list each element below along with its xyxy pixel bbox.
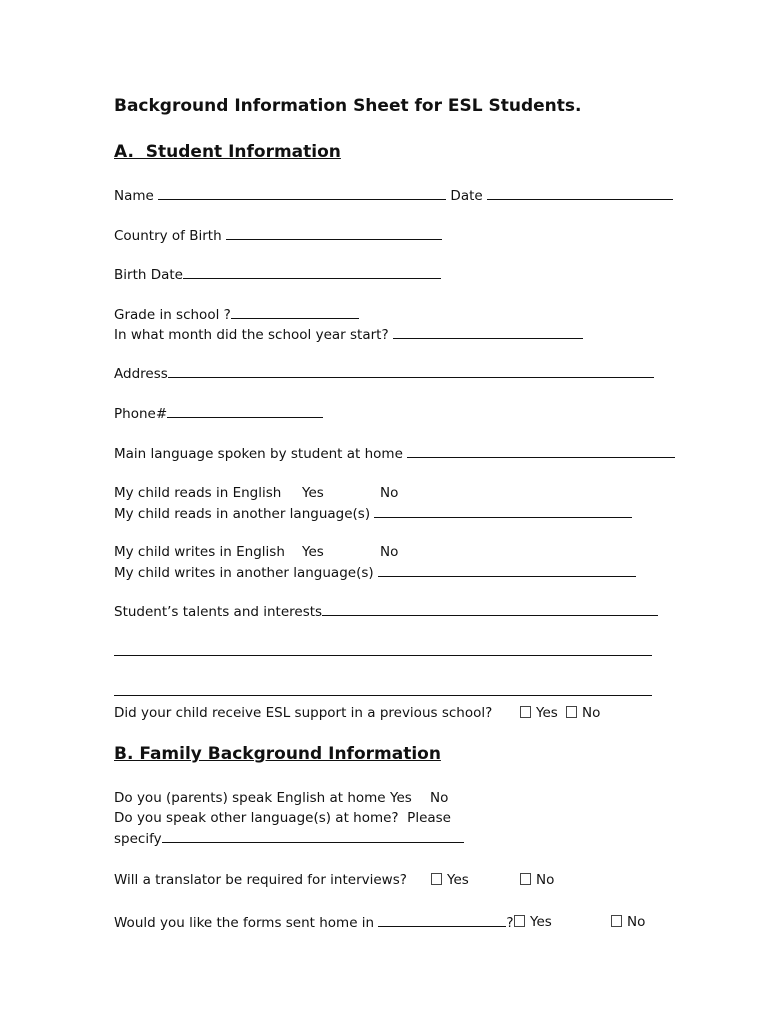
yes-label: Yes	[530, 914, 552, 930]
address-field[interactable]	[168, 364, 654, 378]
translator-yes-option[interactable]	[431, 871, 469, 889]
esl-support-label: Did your child receive ESL support in a previous school?	[114, 705, 493, 721]
talents-extra-line-1[interactable]	[114, 655, 652, 656]
page-title: Background Information Sheet for ESL Students.	[114, 96, 582, 116]
writes-english-yes[interactable]: Yes	[302, 544, 324, 560]
country-field[interactable]	[226, 226, 442, 240]
birthdate-label: Birth Date	[114, 267, 183, 283]
section-b-heading: B. Family Background Information	[114, 744, 441, 764]
translator-no-option[interactable]	[520, 871, 554, 889]
country-row	[114, 226, 442, 245]
writes-other-label: My child writes in another language(s)	[114, 565, 374, 581]
phone-label: Phone#	[114, 406, 168, 422]
no-label: No	[627, 914, 646, 930]
parents-english-no[interactable]: No	[430, 790, 449, 806]
specify-field[interactable]	[162, 829, 464, 843]
reads-english-label: My child reads in English	[114, 485, 282, 501]
parents-english-label: Do you (parents) speak English at home	[114, 790, 386, 806]
talents-extra-line-2[interactable]	[114, 695, 652, 696]
section-a-heading: A. Student Information	[114, 142, 341, 162]
specify-label: specify	[114, 831, 162, 847]
checkbox-icon	[431, 873, 442, 885]
main-language-row	[114, 444, 675, 463]
phone-row	[114, 404, 323, 423]
checkbox-icon	[520, 706, 531, 718]
checkbox-icon	[566, 706, 577, 718]
forms-row	[114, 913, 514, 932]
translator-label: Will a translator be required for interviews?	[114, 872, 407, 888]
no-label: No	[582, 705, 601, 721]
reads-english-no[interactable]: No	[380, 485, 399, 501]
name-row	[114, 186, 673, 205]
forms-language-field[interactable]	[378, 913, 506, 927]
yes-label: Yes	[536, 705, 558, 721]
grade-label: Grade in school ?	[114, 307, 231, 323]
no-label: No	[536, 872, 555, 888]
phone-field[interactable]	[167, 404, 323, 418]
writes-english-label: My child writes in English	[114, 544, 285, 560]
esl-support-no-option[interactable]	[566, 704, 600, 722]
checkbox-icon	[514, 915, 525, 927]
main-language-field[interactable]	[407, 444, 675, 458]
parents-english-yes[interactable]: Yes	[390, 790, 412, 806]
talents-row	[114, 602, 658, 621]
birthdate-row	[114, 265, 441, 284]
date-field[interactable]	[487, 186, 673, 200]
reads-other-field[interactable]	[374, 504, 632, 518]
month-field[interactable]	[393, 325, 583, 339]
forms-label: Would you like the forms sent home in	[114, 915, 375, 931]
other-language-specify-row	[114, 829, 464, 848]
forms-no-option[interactable]	[611, 913, 645, 931]
yes-label: Yes	[447, 872, 469, 888]
name-label: Name	[114, 188, 154, 204]
birthdate-field[interactable]	[183, 265, 441, 279]
country-label: Country of Birth	[114, 228, 222, 244]
reads-english-yes[interactable]: Yes	[302, 485, 324, 501]
name-field[interactable]	[158, 186, 446, 200]
talents-field[interactable]	[322, 602, 658, 616]
checkbox-icon	[611, 915, 622, 927]
address-row	[114, 364, 654, 383]
forms-yes-option[interactable]	[514, 913, 552, 931]
forms-suffix: ?	[506, 915, 514, 931]
grade-field[interactable]	[231, 305, 359, 319]
address-label: Address	[114, 366, 168, 382]
reads-other-label: My child reads in another language(s)	[114, 506, 371, 522]
date-label: Date	[450, 188, 483, 204]
writes-other-row	[114, 563, 636, 582]
checkbox-icon	[520, 873, 531, 885]
esl-support-yes-option[interactable]	[520, 704, 558, 722]
other-language-line1: Do you speak other language(s) at home? Please	[114, 810, 451, 826]
main-language-label: Main language spoken by student at home	[114, 446, 403, 462]
month-row	[114, 325, 583, 344]
month-label: In what month did the school year start?	[114, 327, 389, 343]
writes-english-no[interactable]: No	[380, 544, 399, 560]
writes-other-field[interactable]	[378, 563, 636, 577]
reads-other-row	[114, 504, 632, 523]
grade-row	[114, 305, 359, 324]
talents-label: Student’s talents and interests	[114, 604, 323, 620]
